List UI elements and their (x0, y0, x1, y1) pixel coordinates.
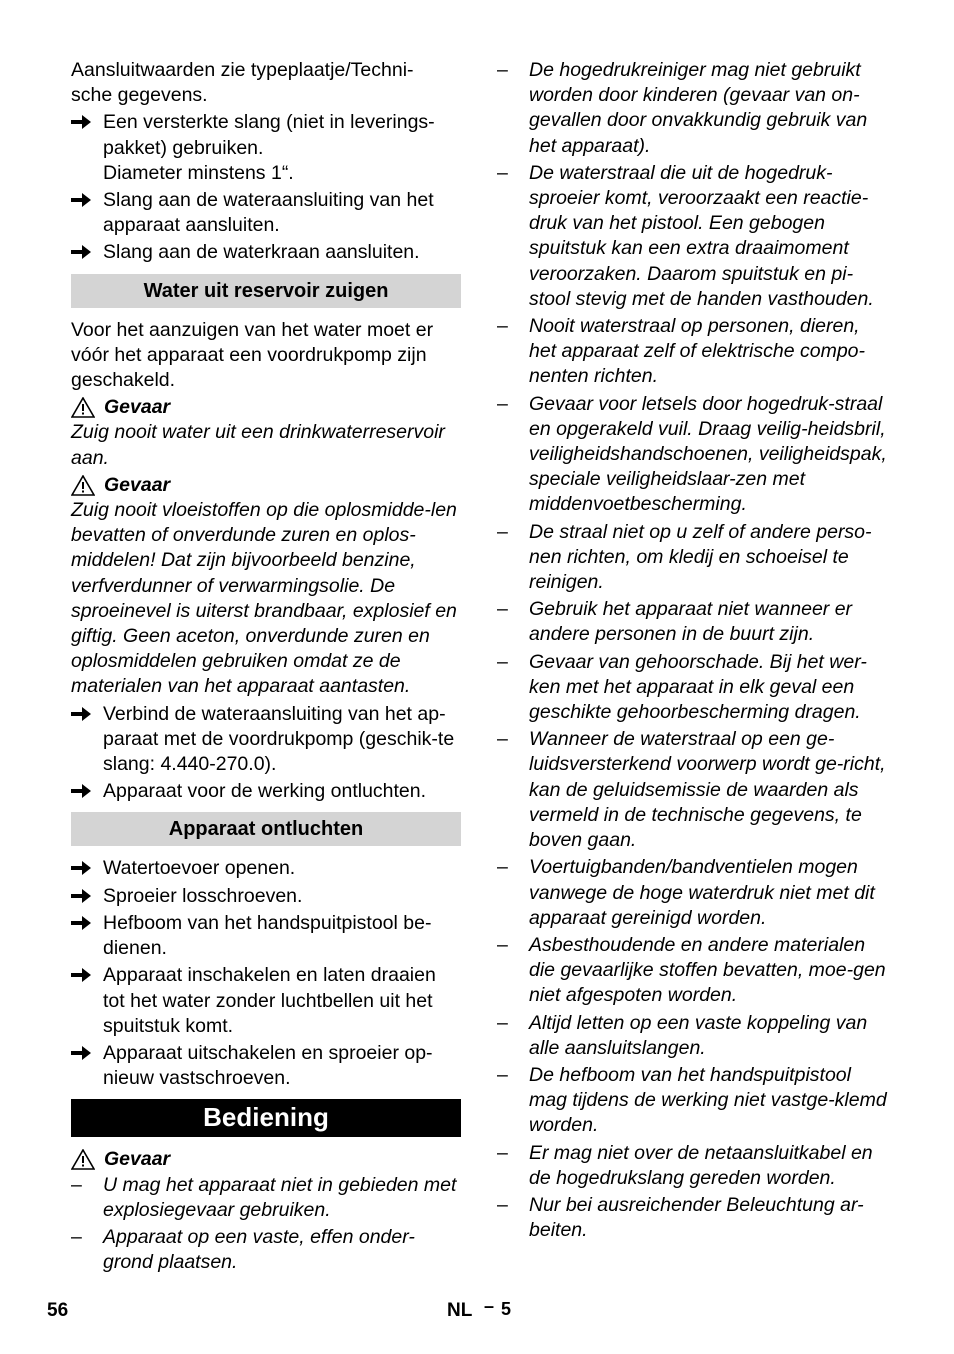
right-column (497, 58, 889, 1245)
dash-text: De hogedrukreiniger mag niet gebruikt worden door kinderen (gevaar van on-gevallen door onvakkundig gebruik van het apparaat). (529, 59, 868, 157)
arrow-right-icon (71, 192, 91, 208)
arrow-right-icon (71, 783, 91, 799)
arrow-right-icon (71, 888, 91, 904)
danger-label: Gevaar (104, 473, 171, 496)
dash-text: Voertuigbanden/bandventielen mogen vanwege de hoge waterdruk niet met dit apparaat gereinigd worden. (529, 856, 875, 929)
arrow-right-icon (71, 860, 91, 876)
dash-item (497, 161, 889, 312)
dash-text: U mag het apparaat niet in gebieden met explosiegevaar gebruiken. (103, 1173, 457, 1221)
step-text: Hefboom van het handspuitpistool be-dienen. (103, 911, 432, 960)
dash-item (71, 1173, 461, 1223)
dash-bullet: – (497, 1063, 508, 1086)
section-paragraph: Voor het aanzuigen van het water moet er vóór het apparaat een voordrukpomp zijn geschakeld. (71, 318, 434, 392)
dash-item (497, 1063, 889, 1139)
step-note: Diameter minstens 1“. (103, 161, 294, 184)
footer-separator: – (484, 1296, 495, 1316)
step-item (71, 240, 461, 265)
warning-triangle-icon (71, 475, 95, 496)
dash-text: Wanneer de waterstraal op een ge-luidsversterkend voorwerp wordt ge-richt, kan de geluidsemissie de waarden als vermeld in de technische gegevens, te boven gaan. (529, 728, 886, 852)
warning-triangle-icon (71, 397, 95, 418)
step-item (71, 188, 461, 238)
dash-text: De straal niet op u zelf of andere perso-nen richten, om kledij en schoeisel te reinigen. (529, 520, 872, 594)
step-item (71, 110, 461, 160)
dash-text: Nooit waterstraal op personen, dieren, het apparaat zelf of elektrische compo-nenten richten. (529, 315, 866, 388)
arrow-right-icon (71, 967, 91, 983)
dash-bullet: – (497, 315, 508, 338)
dash-bullet: – (497, 520, 508, 543)
danger-heading (71, 1147, 461, 1172)
danger-heading (71, 473, 461, 498)
dash-bullet: – (497, 933, 508, 956)
arrow-right-icon (71, 706, 91, 722)
step-text: Apparaat uitschakelen en sproeier op-nieuw vastschroeven. (103, 1041, 433, 1090)
dash-item (497, 1011, 889, 1061)
step-text: Apparaat inschakelen en laten draaien tot het water zonder luchtbellen uit het spuitstuk komt. (103, 964, 436, 1037)
dash-item (497, 392, 889, 518)
step-item (71, 779, 461, 804)
dash-item (497, 597, 889, 647)
dash-bullet: – (71, 1173, 82, 1196)
danger-heading (71, 395, 461, 420)
step-item (71, 856, 461, 881)
dash-item (497, 650, 889, 726)
dash-item (497, 58, 889, 159)
dash-bullet: – (497, 161, 508, 184)
sub-page-number: 5 (501, 1299, 512, 1319)
left-column (71, 58, 461, 1277)
dash-bullet: – (497, 598, 508, 621)
dash-text: De waterstraal die uit de hogedruk-sproeier komt, veroorzaakt een reactie-druk van het pistool. Een gebogen spuitstuk kan een extra draaimoment veroorzaken. Daarom spuitstuk en pi-stool stevig met de handen vasthouden. (529, 161, 874, 310)
dash-text: Gevaar van gehoorschade. Bij het wer-ken met het apparaat in elk geval een geschikte gehoorbescherming dragen. (529, 650, 867, 724)
dash-item (497, 727, 889, 853)
dash-item (497, 855, 889, 931)
step-item (71, 1041, 461, 1091)
danger-text: Zuig nooit vloeistoffen op die oplosmidde-len bevatten of onverdunde zuren en oplos-middelen! Dat zijn bijvoorbeeld benzine, verfverdunner of verwarmingsolie. De sproeinevel is uiterst brandbaar, explosief en giftig. Geen aceton, onverdunde zuren en oplosmiddelen gebruiken omdat ze de materialen van het apparaat aantasten. (71, 499, 457, 698)
dash-item (497, 1141, 889, 1191)
dash-bullet: – (497, 650, 508, 673)
step-item (71, 911, 461, 961)
arrow-right-icon (71, 114, 91, 130)
page-number: 56 (47, 1300, 69, 1321)
language-code: NL (447, 1300, 473, 1321)
dash-item (497, 933, 889, 1009)
step-text: Watertoevoer openen. (103, 857, 296, 880)
dash-bullet: – (497, 728, 508, 751)
section-heading-ontluchten: Apparaat ontluchten (71, 812, 461, 846)
dash-text: De hefboom van het handspuitpistool mag tijdens de werking niet vastge-klemd worden. (529, 1063, 887, 1137)
arrow-right-icon (71, 244, 91, 260)
dash-bullet: – (497, 856, 508, 879)
dash-text: Nur bei ausreichender Beleuchtung ar-beiten. (529, 1193, 864, 1242)
danger-label: Gevaar (104, 1148, 171, 1171)
dash-text: Asbesthoudende en andere materialen die gevaarlijke stoffen bevatten, moe-gen niet afgespoten worden. (529, 933, 886, 1007)
dash-bullet: – (71, 1225, 82, 1248)
dash-bullet: – (497, 1141, 508, 1164)
warning-triangle-icon (71, 1149, 95, 1170)
dash-text: Apparaat op een vaste, effen onder-grond plaatsen. (103, 1225, 415, 1274)
dash-item (497, 1193, 889, 1243)
section-heading-water-reservoir: Water uit reservoir zuigen (71, 274, 461, 308)
step-item (71, 702, 461, 778)
step-text: Sproeier losschroeven. (103, 884, 303, 907)
step-text: Een versterkte slang (niet in leverings-pakket) gebruiken. (103, 111, 435, 159)
dash-text: Gevaar voor letsels door hogedruk-straal en opgerakeld vuil. Draag veilig-heidsbril, veiligheidshandschoenen, veiligheidspak, speciale veiligheidslaar-zen met middenvoetbescherming. (529, 392, 887, 516)
danger-label: Gevaar (104, 396, 171, 419)
step-text: Verbind de wateraansluiting van het ap-paraat met de voordrukpomp (geschik-te slang: 4.440-270.0). (103, 702, 455, 776)
dash-bullet: – (497, 1193, 508, 1216)
main-heading-bediening: Bediening (71, 1099, 461, 1137)
step-item (71, 884, 461, 909)
dash-item (497, 520, 889, 596)
step-text: Apparaat voor de werking ontluchten. (103, 780, 427, 803)
intro-paragraph: Aansluitwaarden zie typeplaatje/Techni-sche gegevens. (71, 59, 414, 107)
danger-text: Zuig nooit water uit een drinkwaterreservoir aan. (71, 421, 445, 469)
step-text: Slang aan de wateraansluiting van het apparaat aansluiten. (103, 189, 434, 237)
dash-bullet: – (497, 392, 508, 415)
dash-text: Altijd letten op een vaste koppeling van alle aansluitslangen. (529, 1011, 868, 1059)
arrow-right-icon (71, 1045, 91, 1061)
step-item (71, 963, 461, 1039)
dash-bullet: – (497, 1011, 508, 1034)
arrow-right-icon (71, 915, 91, 931)
dash-bullet: – (497, 59, 508, 81)
dash-text: Gebruik het apparaat niet wanneer er andere personen in de buurt zijn. (529, 598, 853, 646)
dash-item (71, 1225, 461, 1275)
dash-text: Er mag niet over de netaansluitkabel en de hogedrukslang gereden worden. (529, 1141, 873, 1189)
dash-item (497, 314, 889, 390)
step-text: Slang aan de waterkraan aansluiten. (103, 241, 420, 264)
